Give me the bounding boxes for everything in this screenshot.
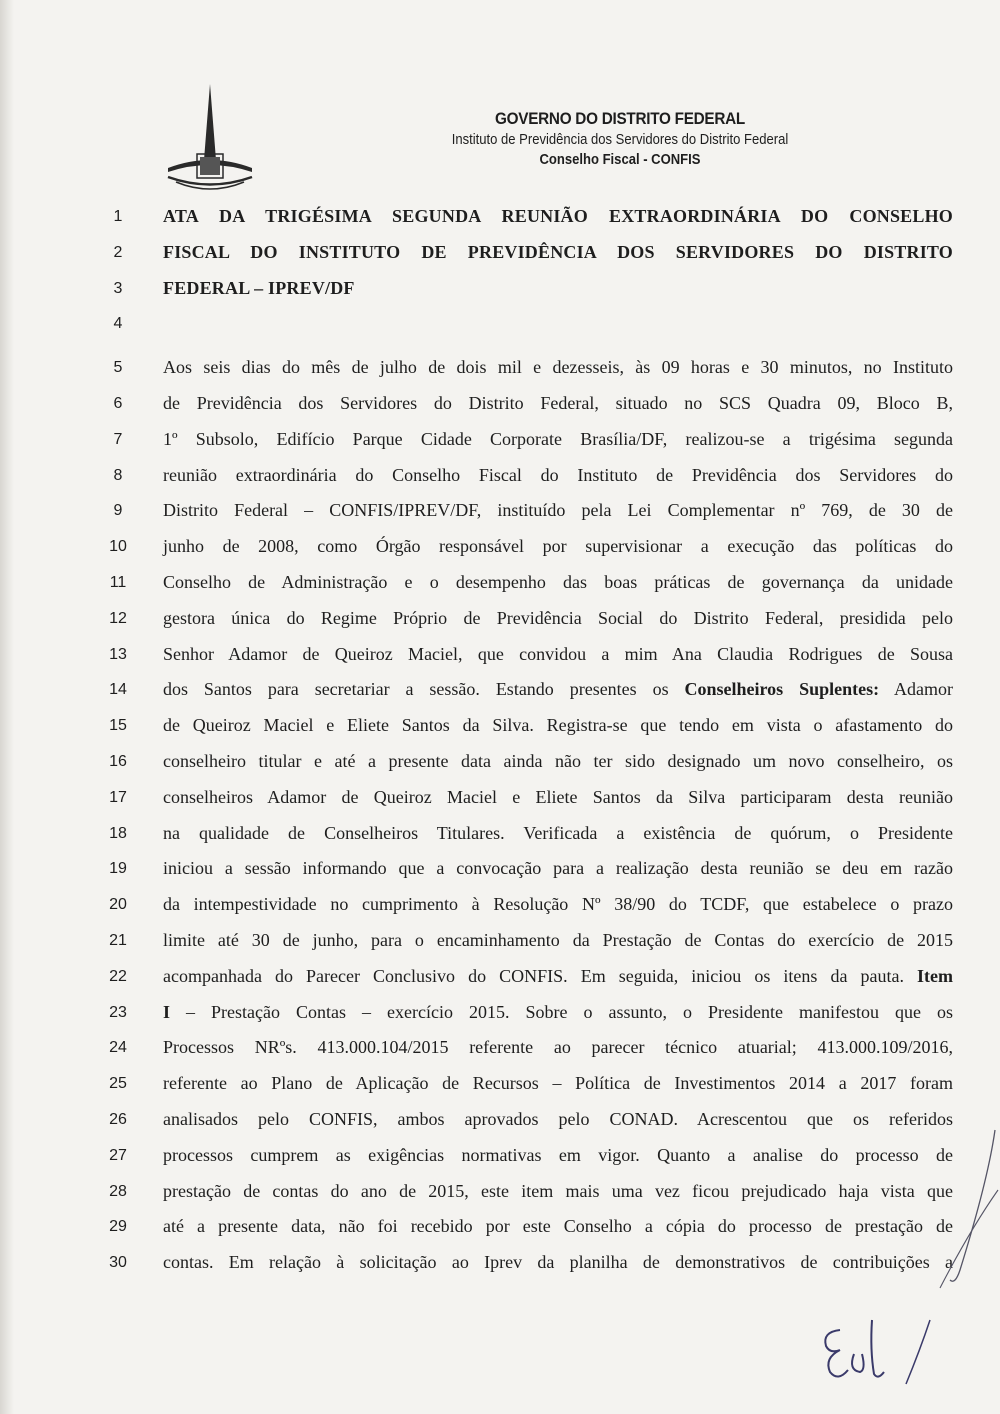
- text-line-30: [0, 1252, 1000, 1282]
- line-text: [163, 206, 953, 227]
- text-segment: de Previdência dos Servidores do Distrito Federal, situado no SCS Quadra 09, Bloco B,: [163, 393, 953, 413]
- text-segment: conselheiro titular e até a presente data ainda não ter sido designado um novo conselheiro, os: [163, 751, 953, 771]
- text-segment: gestora única do Regime Próprio de Previdência Social do Distrito Federal, presidida pelo: [163, 607, 953, 628]
- text-line-14: [0, 679, 1000, 709]
- text-segment: Adamor: [879, 679, 953, 700]
- brasilia-emblem-icon: [160, 82, 260, 197]
- line-text: [163, 500, 953, 521]
- text-segment: processos cumprem as exigências normativas em vigor. Quanto a analise do processo de: [163, 1144, 953, 1165]
- text-segment: contas. Em relação à solicitação ao Iprev da planilha de demonstrativos de contribuições a: [163, 1252, 953, 1273]
- line-number: 30: [109, 1254, 127, 1272]
- text-line-5: [0, 357, 1000, 387]
- text-line-13: [0, 644, 1000, 674]
- line-number: 18: [109, 824, 127, 842]
- bold-text: Conselheiros Suplentes:: [684, 679, 880, 700]
- text-segment: junho de 2008, como Órgão responsável por supervisionar a execução das políticas do: [163, 536, 953, 557]
- text-segment: Senhor Adamor de Queiroz Maciel, que convidou a mim Ana Claudia Rodrigues de Sousa: [163, 643, 953, 664]
- line-text: [163, 1109, 953, 1130]
- line-number: 24: [109, 1039, 127, 1057]
- line-text: [163, 1073, 953, 1094]
- bold-text: ATA DA TRIGÉSIMA SEGUNDA REUNIÃO EXTRAORDINÁRIA DO CONSELHO: [163, 206, 953, 226]
- line-number: 21: [109, 932, 127, 949]
- text-segment: Conselho de Administração e o desempenho das boas práticas de governança da unidade: [163, 572, 953, 592]
- text-segment: reunião extraordinária do Conselho Fiscal do Instituto de Previdência dos Servidores do: [163, 464, 953, 485]
- text-line-3: [0, 278, 1000, 308]
- line-text: [163, 679, 953, 700]
- bold-text: Item: [917, 965, 953, 986]
- line-number: 23: [109, 1003, 127, 1021]
- line-number: 10: [109, 538, 127, 556]
- text-segment: de Queiroz Maciel e Eliete Santos da Silva. Registra-se que tendo em vista o afastamento do: [163, 715, 953, 736]
- line-text: [163, 1145, 953, 1166]
- line-number: 1: [113, 208, 123, 225]
- bold-text: I: [163, 1001, 171, 1022]
- margin-signature-mark: [900, 1120, 1000, 1290]
- government-title: GOVERNO DO DISTRITO FEDERAL: [494, 109, 746, 128]
- text-line-9: [0, 500, 1000, 530]
- line-text: [163, 608, 953, 629]
- line-text: [163, 787, 953, 808]
- institute-name: Instituto de Previdência dos Servidores do Distrito Federal: [451, 132, 789, 148]
- text-segment: – Prestação Contas – exercício 2015. Sobre o assunto, o Presidente manifestou que os: [170, 1001, 953, 1022]
- line-text: [163, 751, 953, 772]
- text-segment: analisados pelo CONFIS, ambos aprovados pelo CONAD. Acrescentou que os referidos: [163, 1109, 953, 1129]
- text-segment: da intempestividade no cumprimento à Resolução Nº 38/90 do TCDF, que estabelece o prazo: [163, 894, 953, 915]
- line-text: [163, 1252, 953, 1273]
- text-line-7: [0, 429, 1000, 459]
- line-text: [163, 1181, 953, 1202]
- line-number: 29: [109, 1218, 127, 1236]
- text-line-11: [0, 572, 1000, 602]
- line-number: 28: [109, 1182, 127, 1200]
- bold-text: FISCAL DO INSTITUTO DE PREVIDÊNCIA DOS SERVIDORES DO DISTRITO: [163, 241, 953, 262]
- text-line-1: [0, 206, 1000, 236]
- text-segment: 1º Subsolo, Edifício Parque Cidade Corporate Brasília/DF, realizou-se a trigésima segunda: [163, 428, 953, 449]
- text-segment: limite até 30 de junho, para o encaminhamento da Prestação de Contas do exercício de 2015: [163, 930, 953, 950]
- text-line-26: [0, 1109, 1000, 1139]
- text-line-21: [0, 930, 1000, 960]
- text-line-19: [0, 858, 1000, 888]
- line-number: 27: [109, 1146, 127, 1164]
- line-text: [163, 894, 953, 915]
- document-header: [370, 108, 870, 170]
- text-line-27: [0, 1145, 1000, 1175]
- text-segment: dos Santos para secretariar a sessão. Estando presentes os: [163, 679, 685, 700]
- initials-signature: [810, 1310, 950, 1390]
- line-number: 19: [109, 860, 127, 878]
- line-number: 5: [113, 359, 123, 377]
- line-number: 26: [109, 1111, 127, 1128]
- text-segment: iniciou a sessão informando que a convocação para a realização desta reunião se deu em razão: [163, 858, 953, 879]
- line-number: 12: [109, 609, 127, 627]
- line-text: [163, 858, 953, 879]
- text-line-12: [0, 608, 1000, 638]
- text-line-24: [0, 1037, 1000, 1067]
- line-number: 9: [113, 502, 123, 520]
- line-text: [163, 930, 953, 951]
- line-number: 14: [109, 681, 127, 699]
- text-line-15: [0, 715, 1000, 745]
- text-line-4: [0, 313, 1000, 343]
- text-line-28: [0, 1181, 1000, 1211]
- text-line-10: [0, 536, 1000, 566]
- line-number: 8: [113, 466, 123, 484]
- line-number: 17: [109, 788, 127, 806]
- text-line-29: [0, 1216, 1000, 1246]
- text-line-2: [0, 242, 1000, 272]
- line-text: [163, 572, 953, 593]
- line-number: 25: [109, 1075, 127, 1093]
- line-number: 22: [109, 967, 127, 985]
- line-text: [163, 242, 953, 263]
- line-text: [163, 357, 953, 378]
- bold-text: FEDERAL – IPREV/DF: [163, 277, 355, 298]
- line-number: 15: [109, 717, 127, 735]
- line-number: 6: [113, 395, 123, 412]
- line-text: [163, 393, 953, 414]
- text-segment: conselheiros Adamor de Queiroz Maciel e Eliete Santos da Silva participaram desta reunião: [163, 786, 953, 807]
- line-text: [163, 1037, 953, 1058]
- text-segment: Aos seis dias do mês de julho de dois mil e dezesseis, às 09 horas e 30 minutos, no Instituto: [163, 357, 953, 378]
- line-number: 16: [109, 753, 127, 770]
- text-line-25: [0, 1073, 1000, 1103]
- line-text: [163, 644, 953, 665]
- line-number: 20: [109, 896, 127, 914]
- line-number: 2: [113, 243, 123, 261]
- line-text: [163, 465, 953, 486]
- line-text: [163, 1002, 953, 1023]
- text-segment: prestação de contas do ano de 2015, este item mais uma vez ficou prejudicado haja vista que: [163, 1180, 953, 1201]
- text-segment: acompanhada do Parecer Conclusivo do CONFIS. Em seguida, iniciou os itens da pauta.: [163, 965, 918, 986]
- text-segment: na qualidade de Conselheiros Titulares. Verificada a existência de quórum, o Presidente: [163, 822, 953, 843]
- line-number: 11: [109, 574, 127, 591]
- line-text: [163, 1216, 953, 1237]
- line-number: 4: [113, 315, 123, 333]
- text-line-6: [0, 393, 1000, 423]
- line-text: [163, 823, 953, 844]
- text-segment: Distrito Federal – CONFIS/IPREV/DF, instituído pela Lei Complementar nº 769, de 30 de: [163, 500, 953, 521]
- line-text: [163, 278, 953, 299]
- line-text: [163, 966, 953, 987]
- text-line-23: [0, 1002, 1000, 1032]
- line-text: [163, 536, 953, 557]
- text-line-8: [0, 465, 1000, 495]
- text-line-20: [0, 894, 1000, 924]
- line-number: 13: [109, 645, 127, 663]
- line-text: [163, 715, 953, 736]
- text-line-18: [0, 823, 1000, 853]
- text-line-22: [0, 966, 1000, 996]
- line-number: 3: [113, 279, 123, 297]
- text-segment: referente ao Plano de Aplicação de Recursos – Política de Investimentos 2014 a 2017 foram: [163, 1073, 953, 1094]
- line-number: 7: [113, 430, 123, 448]
- text-line-17: [0, 787, 1000, 817]
- council-name: Conselho Fiscal - CONFIS: [539, 152, 701, 168]
- text-line-16: [0, 751, 1000, 781]
- line-text: [163, 429, 953, 450]
- text-segment: até a presente data, não foi recebido por este Conselho a cópia do processo de prestação de: [163, 1216, 953, 1237]
- text-segment: Processos NRºs. 413.000.104/2015 referente ao parecer técnico atuarial; 413.000.109/2016,: [163, 1037, 953, 1058]
